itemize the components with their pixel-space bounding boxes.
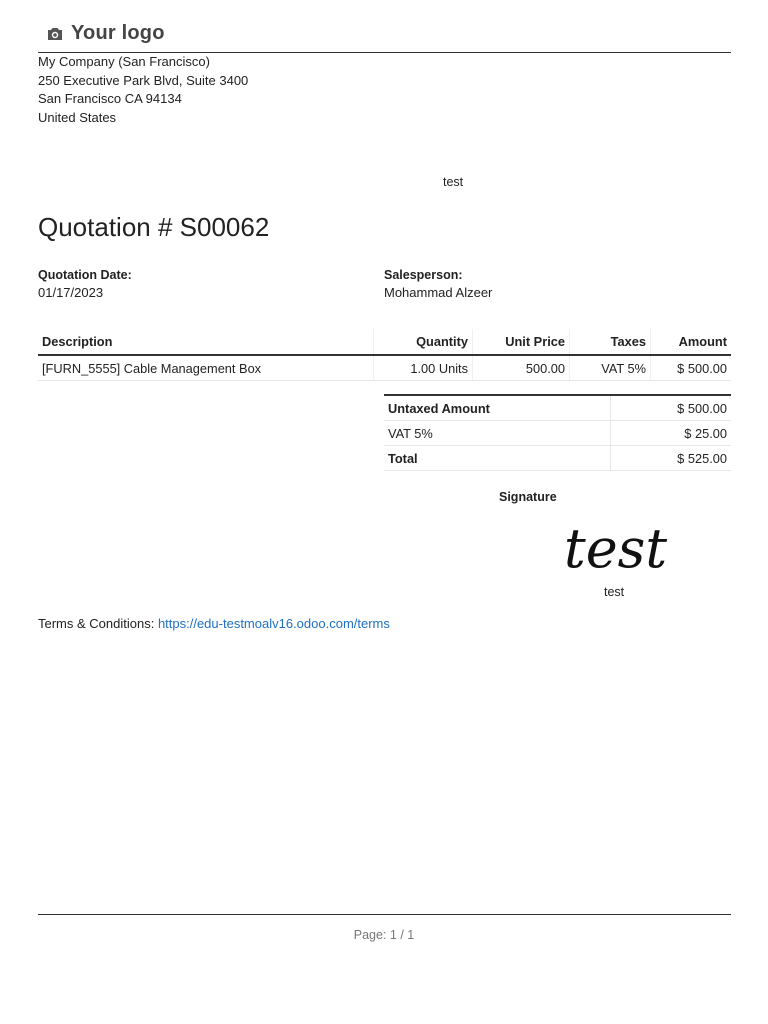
company-address — [38, 53, 248, 127]
page-total: 1 — [407, 928, 415, 942]
camera-icon — [46, 26, 64, 42]
page-label: Page: — [353, 928, 390, 942]
totals-table — [384, 394, 731, 471]
col-taxes: Taxes — [570, 329, 651, 355]
salesperson-value: Mohammad Alzeer — [384, 285, 493, 300]
signature-label: Signature — [499, 490, 557, 504]
col-amount: Amount — [651, 329, 732, 355]
terms-label: Terms & Conditions: — [38, 616, 158, 631]
signature-name: test — [604, 585, 625, 599]
company-country: United States — [38, 109, 117, 125]
footer-divider — [38, 914, 731, 915]
company-city: San Francisco CA 94134 — [38, 91, 182, 107]
quotation-date-value: 01/17/2023 — [38, 285, 104, 300]
quotation-date-block — [38, 268, 132, 300]
document-title: Quotation # S00062 — [38, 212, 270, 242]
signature-image — [560, 512, 695, 578]
col-description: Description — [38, 329, 374, 355]
untaxed-row — [384, 395, 731, 421]
tax-row — [384, 421, 731, 446]
partner-address: test — [443, 175, 464, 189]
terms-link[interactable]: https://edu-testmoalv16.odoo.com/terms — [157, 616, 390, 631]
col-quantity: Quantity — [374, 329, 473, 355]
company-street: 250 Executive Park Blvd, Suite 3400 — [38, 72, 249, 88]
page-current: 1 — [389, 928, 397, 942]
salesperson-block — [384, 268, 492, 300]
logo-text: Your logo — [71, 22, 165, 44]
line-description: [FURN_5555] Cable Management Box — [38, 355, 374, 381]
tax-label: VAT 5% — [384, 421, 611, 446]
table-header-row — [38, 329, 731, 355]
untaxed-value: $ 500.00 — [611, 395, 732, 421]
quotation-date-label: Quotation Date: — [38, 268, 132, 282]
total-value: $ 525.00 — [611, 446, 732, 471]
total-row — [384, 446, 731, 471]
signature-handwriting: test — [564, 517, 668, 578]
line-taxes: VAT 5% — [570, 355, 651, 381]
page-separator: / — [396, 928, 408, 942]
table-row — [38, 355, 731, 381]
line-amount: $ 500.00 — [651, 355, 732, 381]
col-unit-price: Unit Price — [473, 329, 570, 355]
line-unit-price: 500.00 — [473, 355, 570, 381]
terms-conditions — [38, 616, 390, 631]
company-name: My Company (San Francisco) — [38, 54, 210, 69]
page-footer — [0, 928, 768, 942]
untaxed-label: Untaxed Amount — [384, 395, 611, 421]
company-logo — [46, 22, 165, 45]
line-quantity: 1.00 Units — [374, 355, 473, 381]
total-label: Total — [384, 446, 611, 471]
order-lines-table — [38, 329, 731, 381]
tax-value: $ 25.00 — [611, 421, 732, 446]
salesperson-label: Salesperson: — [384, 268, 463, 282]
